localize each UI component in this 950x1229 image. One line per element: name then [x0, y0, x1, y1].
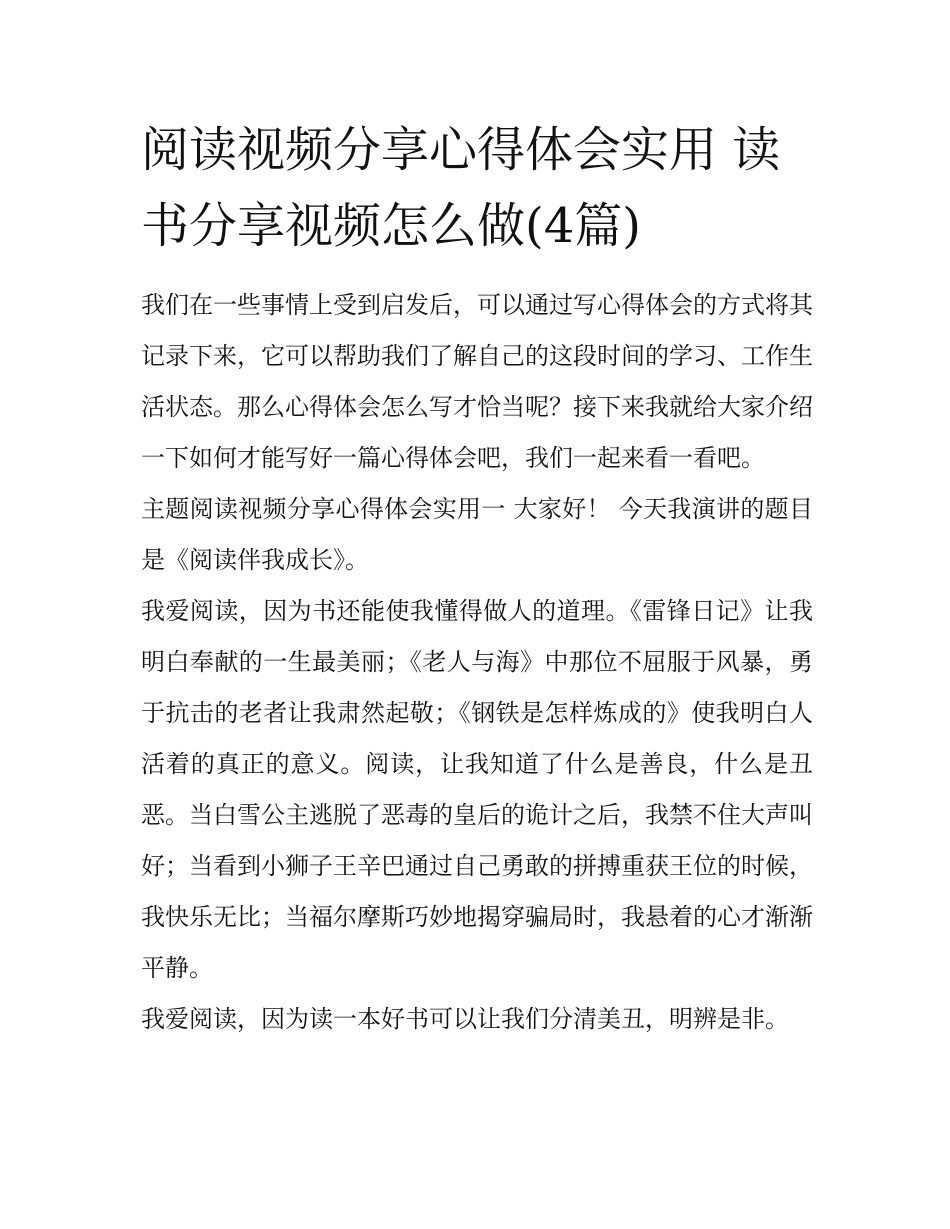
paragraph-topic: 主题阅读视频分享心得体会实用一 大家好！ 今天我演讲的题目是《阅读伴我成长》。 [141, 495, 813, 574]
paragraph-intro: 我们在一些事情上受到启发后，可以通过写心得体会的方式将其记录下来，它可以帮助我们了解自己的这段时间的学习、工作生活状态。那么心得体会怎么写才恰当呢？接下来我就给大家介绍一下如何才能写好一篇心得体会吧，我们一起来看一看吧。 [141, 291, 813, 472]
paragraph-reading-morals: 我爱阅读，因为书还能使我懂得做人的道理。《雷锋日记》让我明白奉献的一生最美丽；《老人与海》中那位不屈服于风暴，勇于抗击的老者让我肃然起敬；《钢铁是怎样炼成的》使我明白人活着的真正的意义。阅读，让我知道了什么是善良，什么是丑恶。当白雪公主逃脱了恶毒的皇后的诡计之后，我禁不住大声叫好；当看到小狮子王辛巴通过自己勇敢的拼搏重获王位的时候，我快乐无比；当福尔摩斯巧妙地揭穿骗局时，我悬着的心才渐渐平静。 [141, 597, 813, 982]
document-title: 阅读视频分享心得体会实用 读书分享视频怎么做(4篇) [141, 122, 781, 254]
paragraph-reading-beauty: 我爱阅读，因为读一本好书可以让我们分清美丑，明辨是非。 [141, 1005, 789, 1033]
document-body [141, 112, 813, 1045]
